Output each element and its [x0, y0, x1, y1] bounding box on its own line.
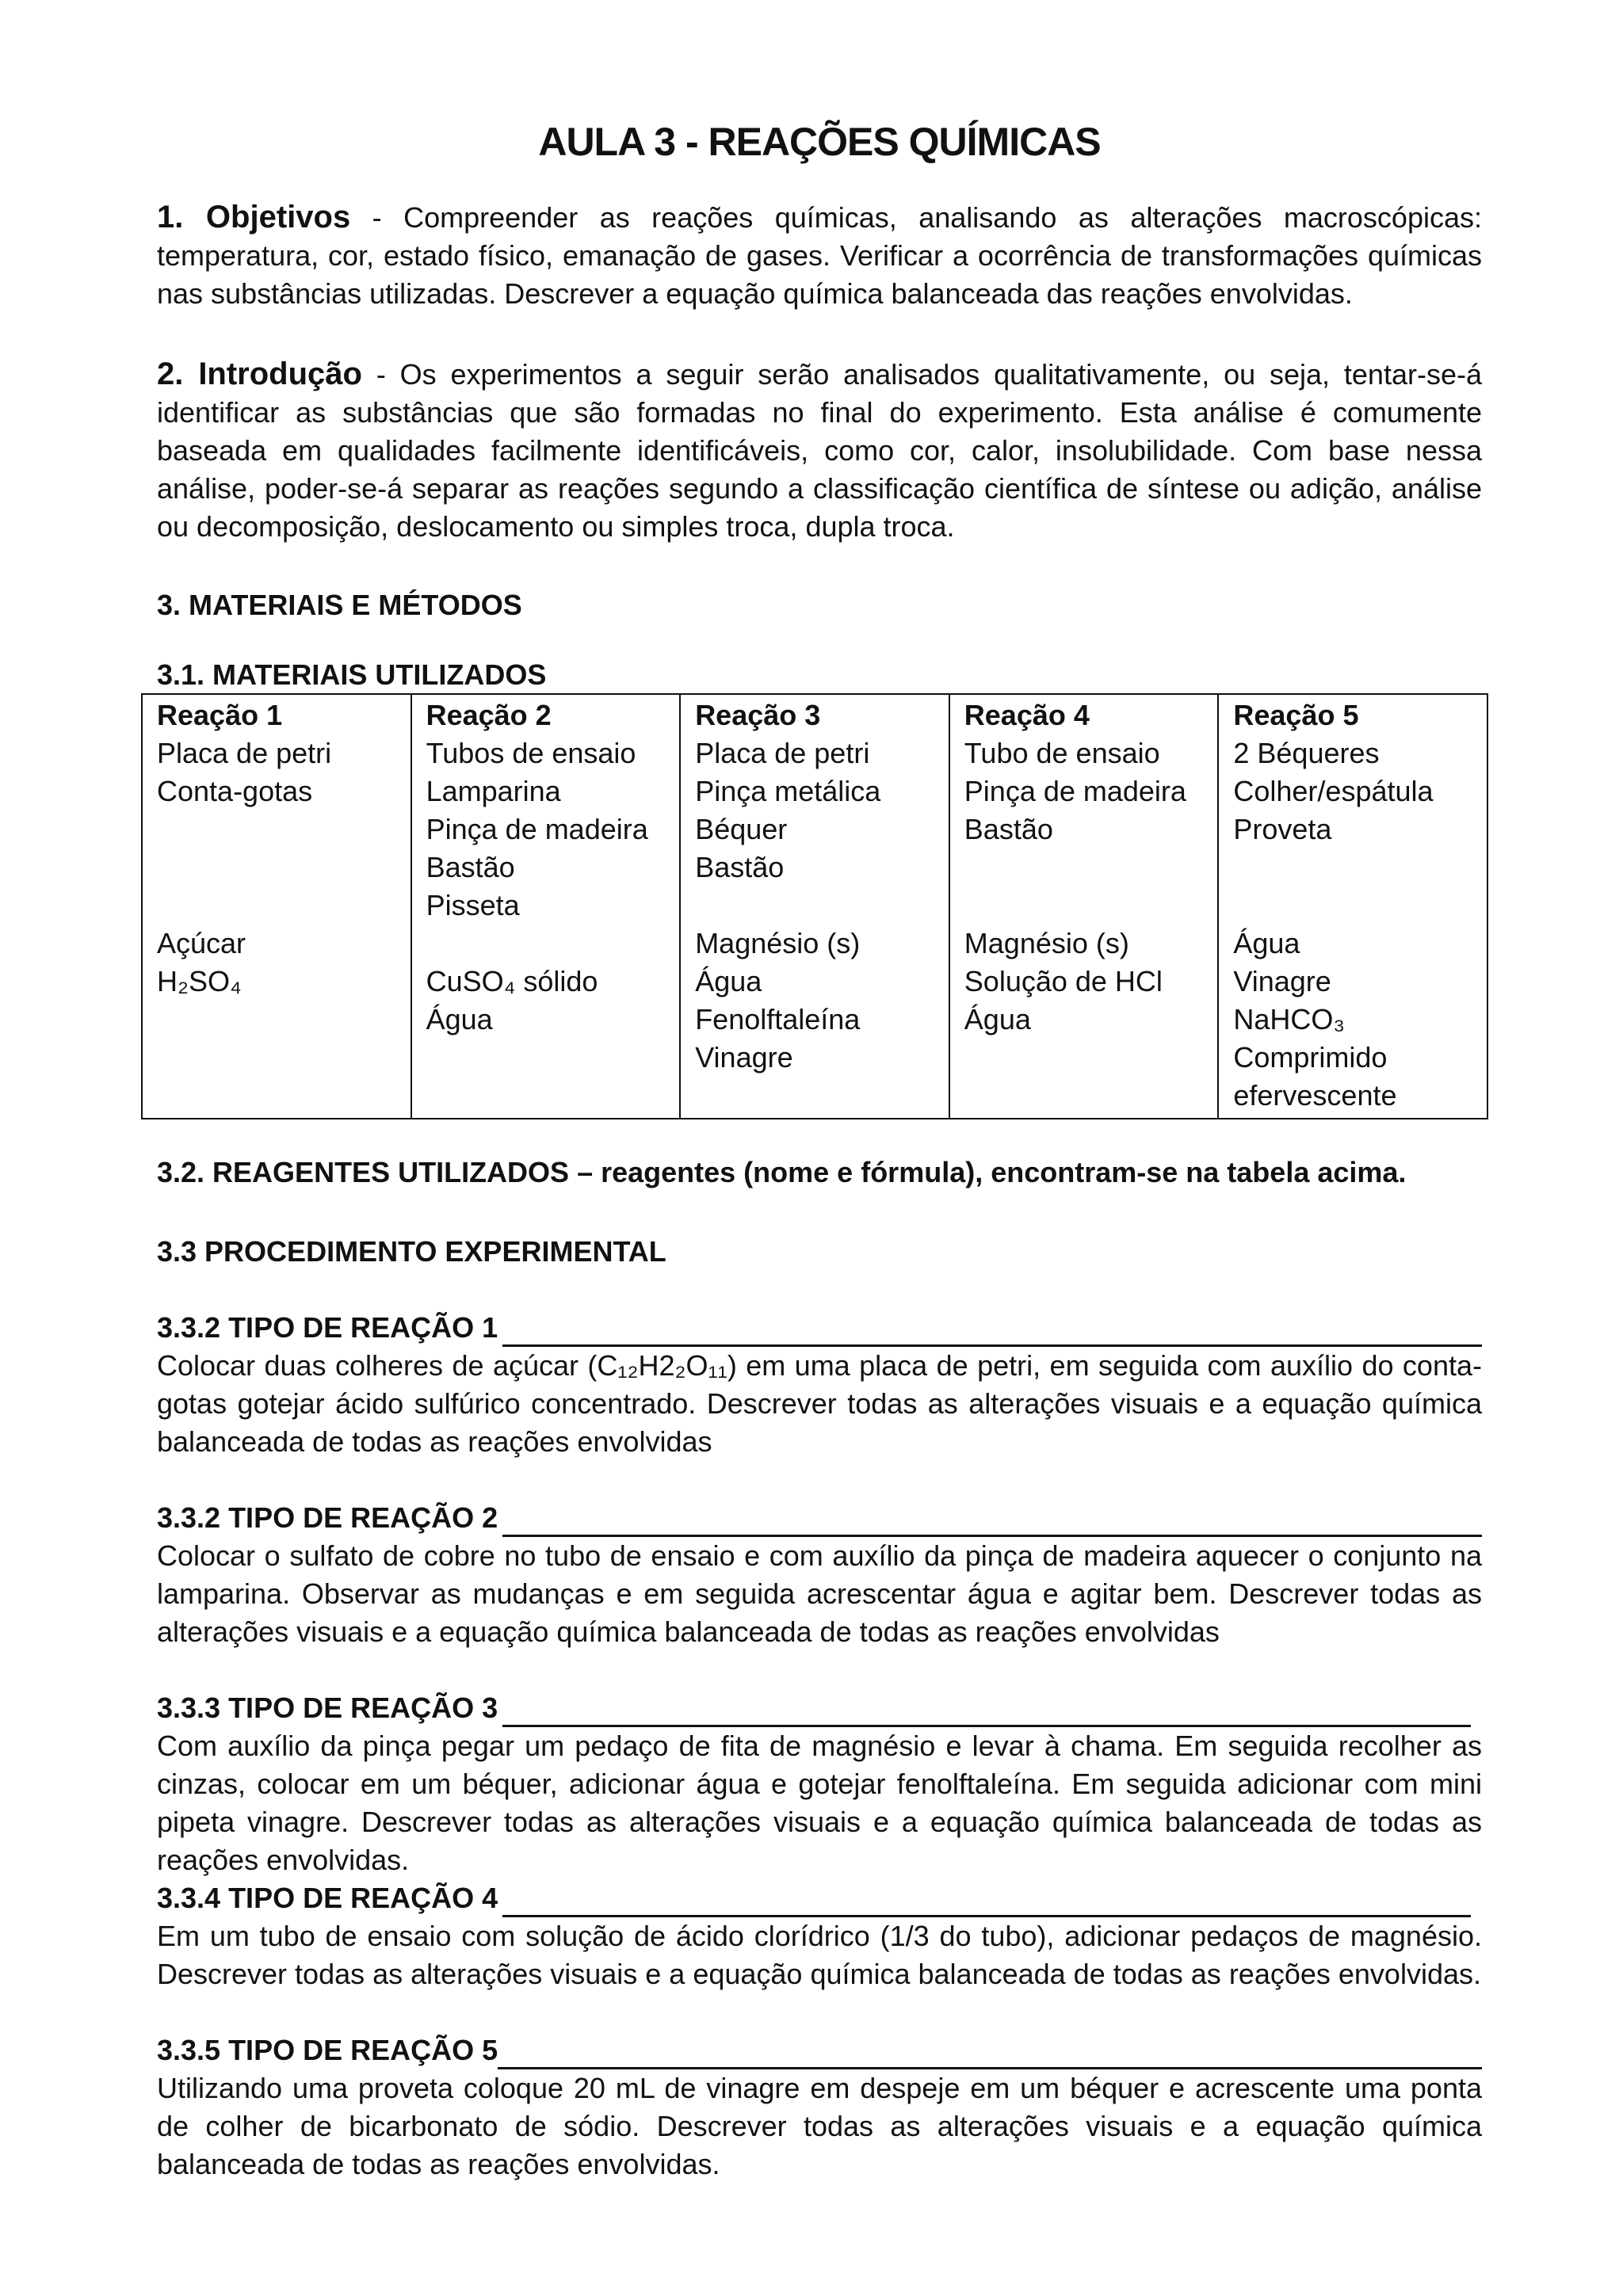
table-cell — [1233, 849, 1472, 887]
table-header: Reação 2 — [426, 699, 552, 731]
reacao-4-heading — [157, 1879, 1471, 1917]
table-cell: Placa de petri — [157, 737, 332, 769]
reacao-2-text: Colocar o sulfato de cobre no tubo de ensaio e com auxílio da pinça de madeira aquecer o conjunto na lamparina. Observar as mudanças e em seguida acrescentar água e agitar bem. Descrever todas as alterações visuais e a equação química balanceada de todas as reações envolvidas — [157, 1539, 1482, 1648]
table-cell: Vinagre — [1233, 965, 1331, 997]
objetivos-text: - Compreender as reações químicas, analisando as alterações macroscópicas: temperatura, cor, estado físico, emanação de gases. Verificar a ocorrência de transformações químicas nas substâncias utilizadas. Descrever a equação química balanceada das reações envolvidas. — [157, 201, 1482, 310]
reacao-2-heading — [157, 1499, 1482, 1537]
table-cell: Lamparina — [426, 775, 561, 807]
table-cell — [964, 887, 1204, 925]
table-cell: Vinagre — [695, 1041, 793, 1074]
reacao-4-text: Em um tubo de ensaio com solução de ácido clorídrico (1/3 do tubo), adicionar pedaços de magnésio. Descrever todas as alterações visuais e a equação química balanceada de todas as reações envolvidas. — [157, 1920, 1482, 1990]
table-header: Reação 5 — [1233, 699, 1359, 731]
materials-table — [141, 693, 1488, 1119]
answer-line — [498, 2039, 1482, 2069]
table-cell: Bastão — [695, 851, 785, 883]
table-cell — [157, 1077, 396, 1115]
materiais-utilizados-heading: 3.1. MATERIAIS UTILIZADOS — [157, 658, 547, 691]
table-cell: Água — [1233, 927, 1300, 959]
reacao-3-heading — [157, 1689, 1471, 1727]
table-cell — [157, 810, 396, 849]
table-column-reacao-2 — [411, 694, 681, 1119]
objetivos-lead: 1. Objetivos — [157, 200, 351, 235]
table-cell: Magnésio (s) — [964, 927, 1129, 959]
introducao-text: - Os experimentos a seguir serão analisados qualitativamente, ou seja, tentar-se-á identificar as substâncias que são formadas no final do experimento. Esta análise é comumente baseada em qualidades facilmente identificáveis, como cor, calor, insolubilidade. Com base nessa análise, poder-se-á separar as reações segundo a classificação científica de síntese ou adição, análise ou decomposição, deslocamento ou simples troca, dupla troca. — [157, 358, 1482, 543]
answer-line — [502, 1506, 1482, 1537]
table-column-reacao-5 — [1218, 694, 1487, 1119]
table-cell — [695, 1077, 934, 1115]
answer-line — [502, 1886, 1471, 1917]
table-column-reacao-1 — [142, 694, 411, 1119]
table-cell: Comprimido — [1233, 1041, 1388, 1074]
table-header: Reação 3 — [695, 699, 821, 731]
table-cell — [157, 1039, 396, 1077]
reacao-1-heading — [157, 1309, 1482, 1347]
table-cell — [157, 887, 396, 925]
reacao-5-heading-text: 3.3.5 TIPO DE REAÇÃO 5 — [157, 2034, 498, 2066]
table-cell — [695, 887, 934, 925]
table-cell: efervescente — [1233, 1079, 1397, 1112]
table-cell: Colher/espátula — [1233, 775, 1434, 807]
reacao-1-text: Colocar duas colheres de açúcar (C₁₂H2₂O₁₁) em uma placa de petri, em seguida com auxílio do conta-gotas gotejar ácido sulfúrico concentrado. Descrever todas as alterações visuais e a equação química balanceada de todas as reações envolvidas — [157, 1349, 1482, 1458]
table-cell — [426, 1039, 666, 1077]
reacao-5-text: Utilizando uma proveta coloque 20 mL de vinagre em despeje em um béquer e acrescente uma ponta de colher de bicarbonato de sódio. Descrever todas as alterações visuais e a equação química balanceada de todas as reações envolvidas. — [157, 2072, 1482, 2180]
table-cell — [964, 849, 1204, 887]
introducao-paragraph — [157, 355, 1482, 546]
table-cell — [964, 1039, 1204, 1077]
table-cell: Bastão — [426, 851, 515, 883]
table-cell: Pinça de madeira — [964, 775, 1186, 807]
reacao-2-heading-text: 3.3.2 TIPO DE REAÇÃO 2 — [157, 1501, 498, 1534]
page-title: AULA 3 - REAÇÕES QUÍMICAS — [538, 120, 1101, 164]
table-column-reacao-4 — [949, 694, 1219, 1119]
table-cell: Conta-gotas — [157, 775, 313, 807]
reacao-3-heading-text: 3.3.3 TIPO DE REAÇÃO 3 — [157, 1691, 498, 1724]
table-cell: Tubos de ensaio — [426, 737, 636, 769]
table-cell: 2 Béqueres — [1233, 737, 1380, 769]
table-cell: Fenolftaleína — [695, 1003, 861, 1035]
reagentes-heading: 3.2. REAGENTES UTILIZADOS – reagentes (nome e fórmula), encontram-se na tabela acima. — [157, 1156, 1407, 1188]
table-cell: H₂SO₄ — [157, 965, 242, 997]
reacao-1-heading-text: 3.3.2 TIPO DE REAÇÃO 1 — [157, 1311, 498, 1344]
table-header: Reação 1 — [157, 699, 283, 731]
materiais-metodos-heading: 3. MATERIAIS E MÉTODOS — [157, 589, 522, 621]
table-cell: Água — [426, 1003, 493, 1035]
table-cell — [964, 1077, 1204, 1115]
table-cell: Pinça metálica — [695, 775, 881, 807]
table-cell: Tubo de ensaio — [964, 737, 1160, 769]
table-cell — [1233, 887, 1472, 925]
table-cell: Solução de HCl — [964, 965, 1163, 997]
table-cell: Placa de petri — [695, 737, 870, 769]
table-cell — [157, 1001, 396, 1039]
objetivos-paragraph — [157, 198, 1482, 313]
table-cell: Proveta — [1233, 813, 1332, 845]
table-cell — [157, 849, 396, 887]
table-cell: Água — [695, 965, 762, 997]
answer-line — [502, 1316, 1482, 1347]
table-cell: NaHCO₃ — [1233, 1003, 1346, 1035]
introducao-lead: 2. Introdução — [157, 357, 362, 391]
procedimento-heading: 3.3 PROCEDIMENTO EXPERIMENTAL — [157, 1235, 666, 1268]
table-cell: Pinça de madeira — [426, 813, 648, 845]
table-row — [142, 694, 1487, 1119]
table-cell — [426, 925, 666, 963]
table-cell: Magnésio (s) — [695, 927, 861, 959]
answer-line — [502, 1696, 1471, 1727]
table-cell: Açúcar — [157, 927, 246, 959]
reacao-3-text: Com auxílio da pinça pegar um pedaço de fita de magnésio e levar à chama. Em seguida recolher as cinzas, colocar em um béquer, adicionar água e gotejar fenolftaleína. Em seguida adicionar com mini pipeta vinagre. Descrever todas as alterações visuais e a equação química balanceada de todas as reações envolvidas. — [157, 1730, 1482, 1876]
table-cell: Béquer — [695, 813, 788, 845]
reacao-4-heading-text: 3.3.4 TIPO DE REAÇÃO 4 — [157, 1882, 498, 1914]
table-column-reacao-3 — [680, 694, 949, 1119]
table-cell: Bastão — [964, 813, 1053, 845]
reacao-5-heading — [157, 2031, 1482, 2069]
table-cell: Água — [964, 1003, 1031, 1035]
table-cell: Pisseta — [426, 889, 520, 921]
table-cell: CuSO₄ sólido — [426, 965, 598, 997]
table-cell — [426, 1077, 666, 1115]
table-header: Reação 4 — [964, 699, 1090, 731]
